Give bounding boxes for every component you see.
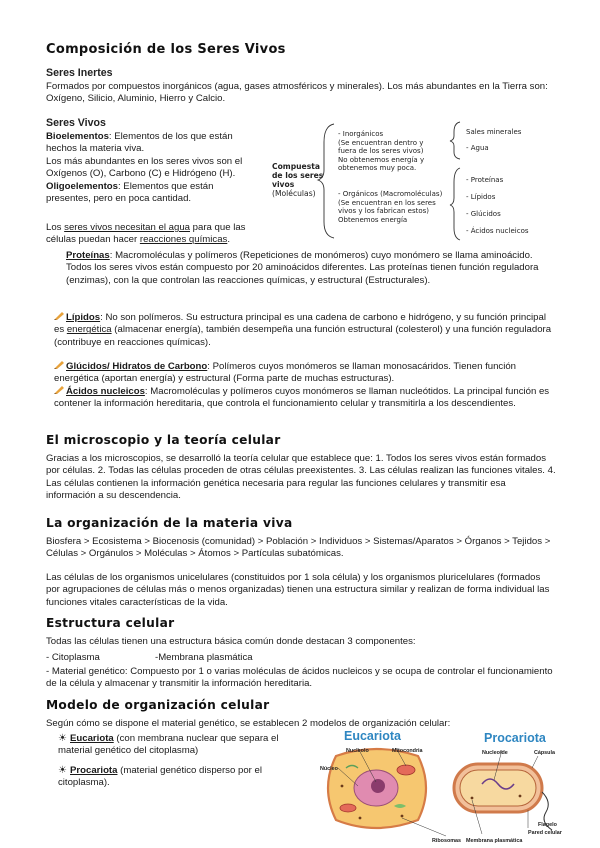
bioelementos-paragraph — [46, 131, 256, 156]
diagram-root-label: Compuesta de los seres vivos — [272, 162, 324, 189]
pencil-icon — [54, 311, 66, 324]
label-nucleo: Núcleo — [320, 766, 338, 772]
inorganicos-block — [338, 130, 454, 173]
label-nucleoide: Nucleoide — [482, 750, 508, 756]
prokaryote-cell — [454, 764, 552, 830]
ribosome-dot — [519, 795, 522, 798]
abundantes-paragraph: Los más abundantes en los seres vivos son el Oxígenos (O), Carbono (C) e Hidrógeno (H). — [46, 155, 243, 180]
glucidos-term: Glúcidos/ Hidratos de Carbono — [66, 361, 208, 372]
inorg-line-2: fuera de los seres vivos) — [338, 147, 424, 156]
microscopio-text: Gracias a los microscopios, se desarrolló la teoría celular que establece que: 1. Todos los seres vivos están formados por células. 2. Todas las células proceden de otras células preexistentes. 3. Las células realizan las funciones vitales. 4. Las células contienen la información genética necesaria para regular las funciones celulares y transmitir esa información a su descendencia. — [46, 453, 556, 502]
page-title: Composición de los Seres Vivos — [46, 42, 286, 57]
org-item-glucidos: - Glúcidos — [466, 210, 501, 218]
glucidos-text: : Polímeros cuyos monómeros se llaman monosacáridos. Tienen función energética (aportan energía) y estructural (Forma parte de muchas estructuras). — [54, 361, 517, 385]
eucariota-term: Eucariota — [70, 733, 114, 744]
procariota-term: Procariota — [70, 765, 118, 776]
org-title: - Orgánicos (Macromoléculas) — [338, 190, 443, 198]
oligoelementos-text: : Elementos que están presentes, pero en poca cantidad. — [46, 180, 214, 205]
genetico-item: - Material genético: Compuesto por 1 o varias moléculas de ácidos nucleicos y se ocupa de controlar el funcionamiento de la célula y almacenar y transmitir la información hereditaria. — [46, 666, 553, 690]
label-ribosomas: Ribosomas — [432, 838, 462, 844]
proteinas-paragraph — [66, 250, 556, 287]
proteinas-text: : Macromoléculas y polímeros (Repeticiones de monómeros) cuyo monómero se llama aminoácido. Todos los seres vivos están compuesto por 20 aminoácidos diferentes. Las proteínas tienen función reguladora (enzimas), con la que controlan las reacciones químicas, y estructural (Estructurales). — [66, 250, 539, 286]
prokaryote-wall — [460, 770, 536, 806]
capsula-leader — [532, 756, 538, 768]
estructura-heading: Estructura celular — [46, 616, 175, 630]
label-flagelo: Flagelo — [538, 822, 557, 828]
vivos-block — [46, 131, 256, 205]
inorg-title: - Inorgánicos — [338, 130, 384, 138]
org-line-3: Obtenemos energía — [338, 215, 408, 224]
eukaryote-nucleolus — [371, 779, 385, 793]
modelo-intro: Según cómo se dispone el material genético, se establecen 2 modelos de organización celular: — [46, 718, 451, 729]
eucariota-item — [58, 733, 302, 758]
cell-figure — [306, 728, 566, 844]
agua-pre: Los — [46, 222, 65, 233]
agua-link: seres vivos necesitan el agua — [64, 222, 190, 233]
inertes-text: Formados por compuestos inorgánicos (agua, gases atmosféricos y minerales). Los más abundantes en la Tierra son: Oxígeno, Silicio, Aluminio, Hierro y Calcio. — [46, 81, 548, 105]
membrana-item: -Membrana plasmática — [155, 652, 253, 663]
pencil-icon — [54, 385, 66, 398]
label-nucleolo: Nucleolo — [346, 748, 369, 754]
procariota-item — [58, 765, 302, 790]
ribosomas-leader — [402, 818, 446, 836]
ribosome-dot — [401, 815, 404, 818]
organicos-block — [338, 190, 454, 224]
org-item-lipidos: - Lípidos — [466, 193, 496, 201]
glucidos-paragraph — [54, 360, 556, 386]
label-capsula: Cápsula — [534, 750, 555, 756]
lipidos-paragraph — [54, 311, 556, 349]
inorg-line-1: (Se encuentran dentro y — [338, 138, 424, 147]
pencil-icon — [54, 360, 66, 373]
diagram-root — [272, 162, 326, 198]
org-items — [466, 172, 566, 240]
organizacion-text: Las células de los organismos unicelulares (constituidos por 1 sola célula) y los organismos pluricelulares (formados por agrupaciones de células más o menos organizadas) tienen una estructura similar y realizan de forma individual las funciones vitales características de la vida. — [46, 572, 550, 608]
acidos-text: : Macromoléculas y polímeros cuyos monómeros se llaman nucleótidos. La principal función es contener la información hereditaria, que controla el funcionamiento celular y transmitirla a los descendientes. — [54, 386, 550, 410]
oligoelementos-paragraph — [46, 181, 256, 206]
citoplasma-item: - Citoplasma — [46, 652, 100, 663]
bioelementos-text: : Elementos de los que están hechos la materia viva. — [46, 131, 233, 155]
oligoelementos-term: Oligoelementos — [46, 180, 118, 192]
ribosome-dot — [471, 797, 474, 800]
cell-figure-svg — [306, 728, 566, 844]
organizacion-heading: La organización de la materia viva — [46, 516, 293, 530]
reacciones-link: reacciones químicas — [139, 234, 228, 246]
organizacion-levels: Biosfera > Ecosistema > Biocenosis (comunidad) > Población > Individuos > Sistemas/Aparatos > Órganos > Tejidos > Células > Orgánulos > Moléculas > Átomos > Partículas subatómicas. — [46, 536, 551, 560]
agua-paragraph — [46, 222, 272, 247]
eucariota-figure-title: Eucariota — [344, 729, 401, 743]
agua-mid: para que las células puedan hacer — [46, 222, 246, 246]
mitochondria-shape — [340, 804, 356, 812]
org-item-proteinas: - Proteínas — [466, 176, 504, 184]
vivos-heading: Seres Vivos — [46, 117, 106, 129]
ribosome-dot — [359, 817, 362, 820]
lipidos-text-1: : No son polímeros. Su estructura principal es una cadena de carbono e hidrógeno, y su función principal es — [54, 312, 546, 336]
sun-bullet-icon: ☀ — [58, 765, 67, 776]
microscopio-heading: El microscopio y la teoría celular — [46, 433, 281, 447]
eukaryote-cell — [328, 749, 426, 828]
inorg-line-3: No obtenemos energía y — [338, 155, 425, 164]
inertes-heading: Seres Inertes — [46, 67, 113, 79]
label-pared: Pared celular — [528, 830, 562, 836]
procariota-figure-title: Procariota — [484, 731, 546, 745]
org-line-2: vivos y los fabrican estos) — [338, 207, 430, 216]
lipidos-term: Lípidos — [66, 312, 101, 323]
org-line-1: (Se encuentran en los seres — [338, 198, 436, 207]
inorg-line-4: obtenemos muy poca. — [338, 164, 417, 173]
inorg-item-agua: - Agua — [466, 144, 489, 152]
proteinas-term: Proteínas — [66, 250, 110, 261]
ribosome-dot — [341, 785, 344, 788]
inorg-item-sales: Sales minerales — [466, 128, 522, 136]
procariota-text: (material genético disperso por el citoplasma). — [58, 765, 262, 789]
mitochondria-shape — [397, 765, 415, 775]
eucariota-text: (con membrana nuclear que separa el material genético del citoplasma) — [58, 733, 279, 757]
lipidos-energetica: energética — [66, 324, 112, 336]
sun-bullet-icon: ☀ — [58, 733, 67, 744]
modelo-heading: Modelo de organización celular — [46, 698, 270, 712]
acidos-paragraph — [54, 385, 556, 411]
inorg-items — [466, 124, 566, 156]
molecules-diagram — [272, 118, 572, 248]
label-membrana: Membrana plasmática — [466, 838, 523, 844]
label-mitocondria: Mitocondria — [392, 748, 423, 754]
acidos-term: Ácidos nucleicos — [66, 386, 145, 397]
bioelementos-term: Bioelementos — [46, 131, 109, 142]
agua-end: . — [227, 234, 230, 246]
diagram-root-sub: (Moléculas) — [272, 189, 316, 198]
org-item-acidos: - Ácidos nucleicos — [466, 227, 529, 235]
lipidos-text-2: (almacenar energía), también desempeña una función estructural (colesterol) y una función reguladora (contribuye en reacciones químicas). — [54, 324, 552, 348]
estructura-intro: Todas las células tienen una estructura básica común donde destacan 3 componentes: — [46, 636, 416, 647]
